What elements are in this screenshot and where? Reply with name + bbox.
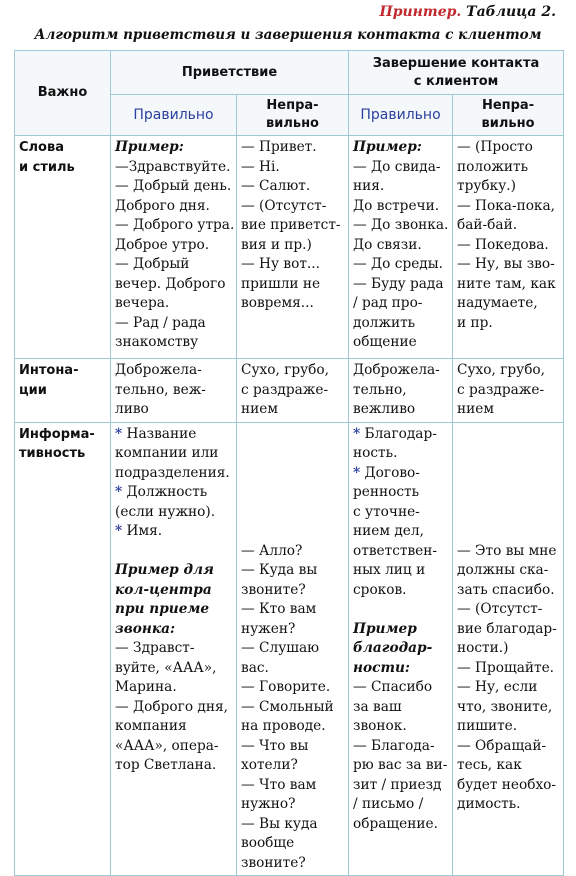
cell-line: Пример — [353, 620, 417, 637]
header-wrong-line-2: вильно — [266, 116, 319, 131]
cell-line: — Покедова. — [457, 236, 549, 253]
row-label-line: тивность — [19, 446, 86, 461]
cell-line: — Смольный — [241, 698, 334, 715]
cell-line: — Добрый — [115, 256, 190, 272]
cell-line: ответствен- — [353, 542, 437, 559]
cell-line: что, звоните, — [457, 698, 553, 715]
cell-line: — Доброго утра. — [115, 217, 235, 233]
asterisk-icon: * — [115, 523, 123, 539]
row-label-line: Информа- — [19, 426, 95, 442]
row-label-line: и стиль — [19, 159, 75, 175]
cell-line: Доброго дня. — [115, 197, 210, 214]
cell-line: вие благодар- — [457, 620, 557, 637]
table-row — [15, 136, 564, 359]
cell-line: — Салют. — [241, 178, 311, 194]
header-greeting: Приветствие — [111, 51, 349, 95]
cell-line: — До свида- — [353, 158, 441, 175]
spacer — [353, 600, 448, 620]
cell-line: ности.) — [457, 640, 509, 656]
cell-line: на проводе. — [241, 718, 326, 734]
cell-line: должны ска- — [457, 562, 549, 578]
row-label-info — [15, 422, 111, 876]
example-text — [353, 678, 448, 834]
example-heading — [353, 620, 448, 679]
cell-words-closing-right — [349, 136, 453, 359]
cell-line: — До звонка. — [353, 217, 449, 233]
cell-line: нием — [457, 401, 495, 417]
cell-line: и пр. — [457, 314, 493, 331]
cell-line: / письмо / — [353, 796, 424, 812]
cell-line: — Что вам — [241, 776, 317, 793]
caption-table-number: Таблица 2. — [466, 4, 556, 20]
cell-line: — Кто вам — [241, 601, 317, 617]
table-row — [15, 422, 564, 876]
spacer — [457, 425, 559, 445]
cell-line: тельно, веж- — [115, 381, 206, 398]
cell-line: зать спасибо. — [457, 581, 555, 598]
bullet-item — [115, 483, 232, 503]
cell-line: Сухо, грубо, — [457, 362, 546, 378]
cell-line: будет необхо- — [457, 776, 557, 793]
cell-intonation-closing-wrong — [453, 359, 564, 423]
cell-line: вас. — [241, 659, 269, 676]
cell-line: при приеме — [115, 601, 210, 617]
cell-line: общение — [353, 334, 417, 350]
cell-line: с раздраже- — [457, 381, 545, 398]
header-wrong-line-1: Непра- — [481, 98, 535, 113]
cell-info-greeting-right — [111, 422, 237, 876]
asterisk-icon: * — [115, 425, 123, 442]
cell-line: за ваш — [353, 698, 402, 715]
cell-info-closing-wrong — [453, 422, 564, 876]
row-label-line: Слова — [19, 140, 64, 155]
cell-line: ность. — [353, 445, 398, 461]
header-wrong-line-1: Непра- — [266, 98, 319, 113]
bullet-item — [353, 425, 448, 445]
cell-line: вечера. — [115, 295, 170, 311]
cell-line: ренность — [353, 484, 420, 500]
spacer — [457, 444, 559, 464]
cell-line: нием — [241, 401, 278, 417]
cell-line: вечер. Доброго — [115, 275, 226, 292]
greeting-algorithm-table — [14, 50, 564, 876]
cell-info-greeting-wrong — [237, 422, 349, 876]
spacer — [457, 503, 559, 523]
cell-line: — (Отсутст- — [457, 601, 543, 617]
cell-line: тесь, как — [457, 757, 522, 773]
cell-line: надумаете, — [457, 295, 538, 311]
spacer — [457, 464, 559, 484]
asterisk-icon: * — [353, 425, 361, 442]
cell-line: До связи. — [353, 236, 422, 253]
spacer — [241, 425, 344, 445]
cell-line: —Здравствуйте. — [115, 158, 231, 175]
bullet-text: Должность — [126, 484, 208, 500]
cell-line: с раздраже- — [241, 381, 329, 398]
cell-line: — Спасибо — [353, 679, 433, 695]
example-heading — [115, 561, 232, 639]
table-caption — [379, 4, 556, 20]
cell-line: Пример для — [115, 562, 214, 578]
header-important: Важно — [15, 51, 111, 136]
cell-line: — Что вы — [241, 737, 309, 754]
cell-line: с уточне- — [353, 503, 420, 520]
cell-line: — Ну вот... — [241, 256, 320, 272]
spacer — [115, 542, 232, 562]
header-closing-right: Правильно — [349, 95, 453, 136]
cell-line: вообще — [241, 835, 295, 851]
cell-line: «ААА», опера- — [115, 737, 219, 754]
row-label-line: Интона- — [19, 363, 79, 378]
cell-line: — Здравст- — [115, 640, 195, 656]
cell-line: зит / приезд — [353, 776, 442, 793]
bullet-continuation — [353, 483, 448, 600]
cell-line: — Пока-пока, — [457, 197, 556, 214]
cell-line: обращение. — [353, 815, 438, 832]
bullet-item — [115, 522, 232, 542]
cell-line: — Куда вы — [241, 562, 318, 578]
header-closing-wrong — [453, 95, 564, 136]
cell-line: подразделения. — [115, 464, 230, 481]
cell-line: ности: — [353, 659, 410, 676]
cell-intonation-greeting-wrong — [237, 359, 349, 423]
cell-line: Доброе утро. — [115, 236, 210, 253]
spacer — [241, 444, 344, 464]
cell-line: положить — [457, 158, 529, 175]
cell-line: должить — [353, 314, 416, 331]
cell-line: пришли не — [241, 275, 321, 292]
spacer — [241, 464, 344, 484]
cell-line: — Ну, если — [457, 679, 538, 695]
cell-line: звоните? — [241, 854, 306, 871]
bullet-text: Название — [126, 425, 197, 442]
cell-line: звонка: — [115, 620, 176, 637]
bullet-item — [115, 425, 232, 445]
cell-line: — (Отсутст- — [241, 197, 327, 214]
cell-line: тельно, — [353, 381, 407, 398]
spacer — [457, 522, 559, 542]
cell-line: звонок. — [353, 718, 407, 734]
header-greeting-wrong — [237, 95, 349, 136]
cell-line: благодар- — [353, 640, 433, 656]
header-closing-line-2: с клиентом — [413, 73, 499, 89]
cell-line: нужно? — [241, 796, 296, 812]
cell-line: — Прощайте. — [457, 659, 555, 676]
cell-line: компании или — [115, 445, 219, 461]
cell-line: Сухо, грубо, — [241, 362, 330, 378]
cell-line: — До среды. — [353, 256, 443, 272]
row-label-words — [15, 136, 111, 359]
cell-line: Доброжела- — [115, 362, 202, 378]
cell-line: — Добрый день. — [115, 178, 232, 194]
cell-line: нужен? — [241, 620, 296, 637]
cell-intonation-closing-right — [349, 359, 453, 423]
cell-line: — Алло? — [241, 542, 303, 559]
cell-line: ния. — [353, 178, 385, 194]
cell-line: — Ну, вы зво- — [457, 256, 555, 272]
header-closing — [349, 51, 564, 95]
table-title: Алгоритм приветствия и завершения контакта с клиентом — [34, 27, 542, 43]
cell-line: — Благода- — [353, 737, 435, 754]
asterisk-icon: * — [115, 484, 123, 500]
cell-line: вия и пр.) — [241, 236, 312, 253]
cell-line: — Доброго дня, — [115, 698, 228, 715]
bullet-text: Имя. — [126, 523, 163, 539]
cell-line: вуйте, «ААА», — [115, 659, 217, 676]
bullet-text: Догово- — [364, 464, 420, 481]
spacer — [241, 483, 344, 503]
header-greeting-right: Правильно — [111, 95, 237, 136]
cell-line: ните там, как — [457, 275, 556, 292]
cell-line: компания — [115, 718, 187, 734]
cell-line: Марина. — [115, 679, 177, 695]
cell-line: — Обращай- — [457, 737, 547, 754]
cell-words-closing-wrong — [453, 136, 564, 359]
cell-words-greeting-right — [111, 136, 237, 359]
cell-line: хотели? — [241, 757, 298, 773]
header-closing-line-1: Завершение контакта — [372, 55, 540, 71]
bullet-item — [353, 464, 448, 484]
caption-word: Принтер. — [379, 4, 462, 20]
cell-line: сроков. — [353, 581, 407, 598]
cell-line: Пример: — [115, 139, 184, 155]
row-label-intonation — [15, 359, 111, 423]
bullet-text: Благодар- — [364, 425, 437, 442]
cell-line: рю вас за ви- — [353, 757, 448, 773]
asterisk-icon: * — [353, 464, 361, 481]
cell-line: — Это вы мне — [457, 542, 557, 559]
cell-line: нием дел, — [353, 523, 424, 539]
spacer — [457, 483, 559, 503]
cell-line: тор Светлана. — [115, 757, 217, 773]
wrong-phrases — [241, 542, 344, 874]
cell-line: звоните? — [241, 581, 306, 598]
cell-line: бай-бай. — [457, 217, 518, 233]
cell-words-greeting-wrong — [237, 136, 349, 359]
spacer — [241, 522, 344, 542]
cell-line: — (Просто — [457, 139, 533, 155]
cell-line: / рад про- — [353, 295, 423, 311]
cell-line: — Рад / рада — [115, 314, 206, 331]
cell-line: ных лиц и — [353, 562, 426, 578]
cell-line: — Hi. — [241, 158, 280, 175]
cell-line: димость. — [457, 796, 521, 812]
cell-line: — Привет. — [241, 139, 317, 155]
cell-line: — Буду рада — [353, 275, 444, 292]
cell-line: — Вы куда — [241, 815, 318, 832]
cell-line: (если нужно). — [115, 503, 216, 520]
cell-line: трубку.) — [457, 178, 516, 194]
cell-intonation-greeting-right — [111, 359, 237, 423]
cell-line: кол-центра — [115, 581, 212, 598]
cell-line: До встречи. — [353, 197, 440, 214]
cell-line: пишите. — [457, 718, 518, 734]
wrong-phrases — [457, 542, 559, 815]
table-row — [15, 359, 564, 423]
example-text — [115, 639, 232, 776]
cell-info-closing-right — [349, 422, 453, 876]
spacer — [241, 503, 344, 523]
cell-line: — Слушаю — [241, 640, 320, 656]
cell-line: знакомству — [115, 334, 199, 350]
row-label-line: ции — [19, 382, 47, 398]
cell-line: вие приветст- — [241, 217, 341, 233]
cell-line: вежливо — [353, 401, 416, 417]
cell-line: ливо — [115, 401, 149, 417]
cell-line: — Говорите. — [241, 679, 331, 695]
cell-line: вовремя... — [241, 295, 314, 311]
cell-line: Пример: — [353, 139, 422, 155]
cell-line: Доброжела- — [353, 362, 440, 378]
header-wrong-line-2: вильно — [481, 116, 535, 131]
